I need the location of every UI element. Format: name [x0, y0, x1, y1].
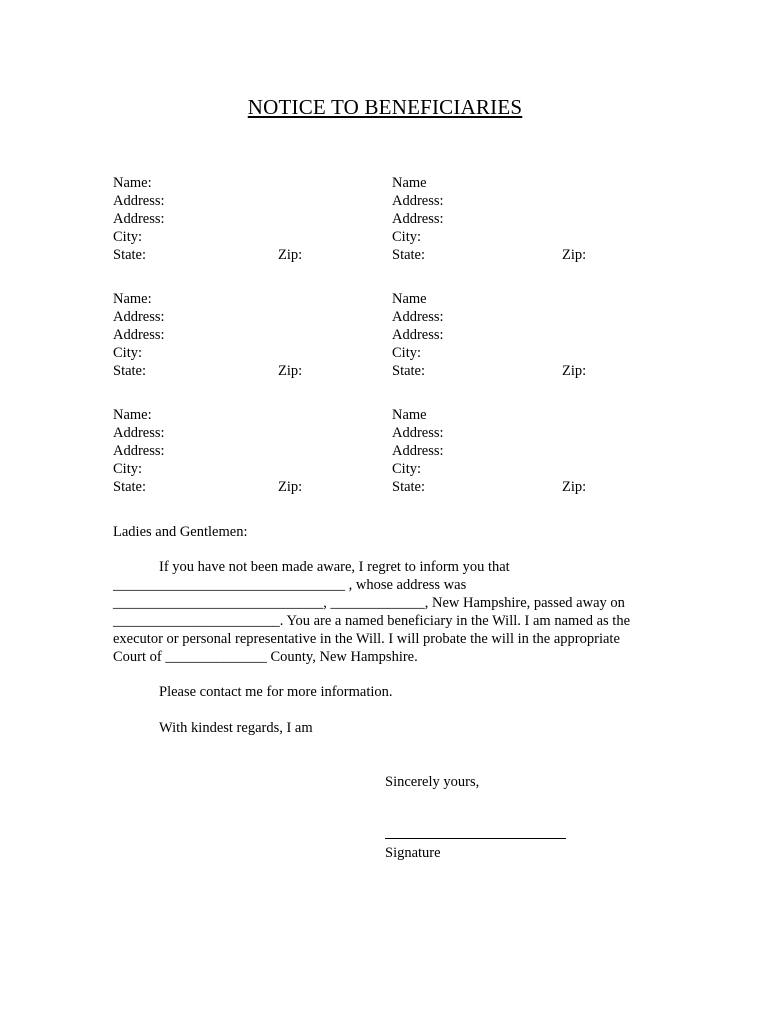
- left-address2-label: Address:: [113, 443, 165, 459]
- right-zip-label: Zip:: [562, 247, 587, 263]
- right-state-label: State:: [392, 247, 426, 263]
- right-address1-label: Address:: [392, 425, 444, 441]
- left-address1-label: Address:: [113, 309, 165, 325]
- right-state-label: State:: [392, 363, 426, 379]
- right-name-label: Name: [392, 175, 427, 191]
- left-address2-label: Address:: [113, 211, 165, 227]
- left-state-label: State:: [113, 363, 147, 379]
- right-address1-label: Address:: [392, 193, 444, 209]
- left-address2-label: Address:: [113, 327, 165, 343]
- left-address1-label: Address:: [113, 425, 165, 441]
- left-name-label: Name:: [113, 291, 152, 307]
- left-zip-label: Zip:: [278, 363, 303, 379]
- right-zip-label: Zip:: [562, 479, 587, 495]
- right-zip-label: Zip:: [562, 363, 587, 379]
- regards-line: With kindest regards, I am: [159, 720, 313, 736]
- right-address1-label: Address:: [392, 309, 444, 325]
- closing: Sincerely yours,: [385, 774, 480, 790]
- right-city-label: City:: [392, 229, 422, 245]
- signature-label: Signature: [385, 845, 441, 861]
- document-title: NOTICE TO BENEFICIARIES: [247, 95, 523, 119]
- salutation: Ladies and Gentlemen:: [113, 524, 248, 540]
- right-address2-label: Address:: [392, 211, 444, 227]
- right-address2-label: Address:: [392, 327, 444, 343]
- right-city-label: City:: [392, 461, 422, 477]
- body-line: ________________________________ , whose address was: [113, 577, 467, 593]
- left-state-label: State:: [113, 479, 147, 495]
- signature-line: [385, 838, 566, 839]
- body-line: _____________________________, _____________, New Hampshire, passed away on: [113, 595, 625, 611]
- right-name-label: Name: [392, 291, 427, 307]
- right-name-label: Name: [392, 407, 427, 423]
- left-address1-label: Address:: [113, 193, 165, 209]
- left-name-label: Name:: [113, 175, 152, 191]
- body-line: _______________________. You are a named beneficiary in the Will. I am named as the: [113, 613, 631, 629]
- left-city-label: City:: [113, 345, 143, 361]
- right-state-label: State:: [392, 479, 426, 495]
- left-zip-label: Zip:: [278, 479, 303, 495]
- contact-line: Please contact me for more information.: [159, 684, 393, 700]
- body-line: If you have not been made aware, I regret to inform you that: [159, 559, 510, 575]
- left-zip-label: Zip:: [278, 247, 303, 263]
- left-city-label: City:: [113, 461, 143, 477]
- body-line: Court of ______________ County, New Hampshire.: [113, 649, 418, 665]
- right-city-label: City:: [392, 345, 422, 361]
- left-name-label: Name:: [113, 407, 152, 423]
- left-city-label: City:: [113, 229, 143, 245]
- left-state-label: State:: [113, 247, 147, 263]
- right-address2-label: Address:: [392, 443, 444, 459]
- letter-body-paragraph: [113, 558, 673, 666]
- body-line: executor or personal representative in the Will. I will probate the will in the appropriate: [113, 631, 620, 647]
